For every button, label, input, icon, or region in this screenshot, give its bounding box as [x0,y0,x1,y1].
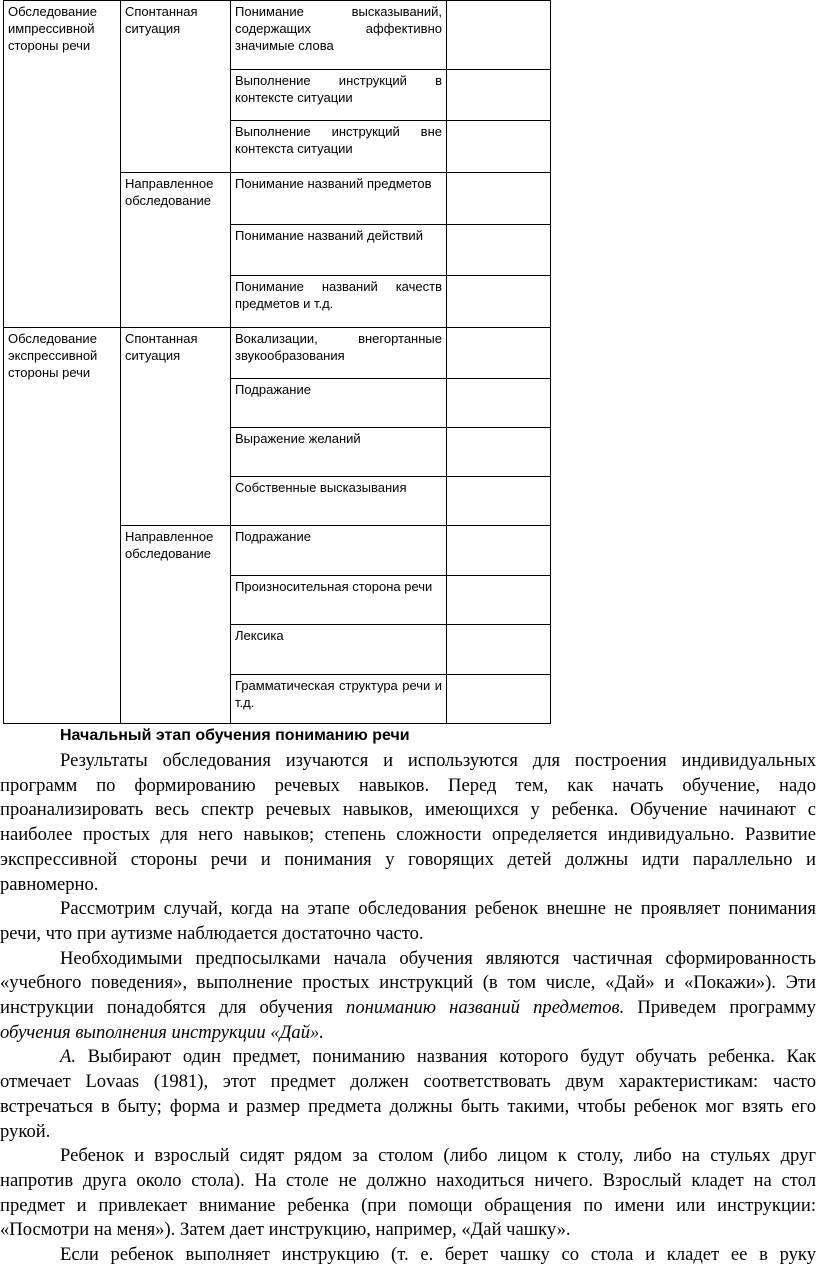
item-cell: Подражание [231,379,447,428]
group-cell: Направленное обследование [121,173,231,328]
empty-cell [447,70,551,121]
assessment-table [3,0,551,724]
item-cell: Выполнение инструкций в контексте ситуации [231,70,447,121]
item-cell: Грамматическая структура речи и т.д. [231,675,447,724]
empty-cell [447,379,551,428]
empty-cell [447,1,551,70]
section-cell: Обследование импрессивной стороны речи [4,1,121,328]
item-cell: Вокализации, внегортанные звукообразования [231,328,447,379]
group-cell: Направленное обследование [121,526,231,724]
item-cell: Произносительная сторона речи [231,576,447,625]
italic-text: А. [60,1046,77,1068]
section-cell: Обследование экспрессивной стороны речи [4,328,121,724]
empty-cell [447,576,551,625]
paragraph: Рассмотрим случай, когда на этапе обследования ребенок внешне не проявляет понимания речи, что при аутизме наблюдается достаточно часто. [0,898,816,944]
empty-cell [447,276,551,328]
item-cell: Понимание названий качеств предметов и т.д. [231,276,447,328]
item-cell: Понимание высказываний, содержащих аффективно значимые слова [231,1,447,70]
empty-cell [447,625,551,675]
item-cell: Понимание названий предметов [231,173,447,225]
article-body [0,723,816,1268]
empty-cell [447,328,551,379]
item-cell: Собственные высказывания [231,477,447,526]
empty-cell [447,121,551,173]
italic-text: пониманию названий предметов. [346,997,625,1019]
group-cell: Спонтанная ситуация [121,1,231,173]
empty-cell [447,477,551,526]
group-cell: Спонтанная ситуация [121,328,231,526]
paragraph: Результаты обследования изучаются и используются для построения индивидуальных программ по формированию речевых навыков. Перед тем, как начать обучение, надо проанализировать весь спектр речевых навыков, имеющихся у ребенка. Обучение начинают с наиболее простых для него навыков; степень сложности определяется индивидуально. Развитие экспрессивной стороны речи и понимания у говорящих детей должны идти параллельно и равномерно. [0,750,816,895]
item-cell: Подражание [231,526,447,576]
text-run: Выбирают один предмет, пониманию названия которого будут обучать ребенка. Как отмечает Lovaas (1981), этот предмет должен соответствовать двум характеристикам: часто встречаться в быту; форма и размер предмета должны быть такими, чтобы ребенок мог взять его рукой. [0,1046,816,1142]
empty-cell [447,428,551,477]
empty-cell [447,173,551,225]
item-cell: Выражение желаний [231,428,447,477]
section-heading: Начальный этап обучения пониманию речи [60,727,410,744]
paragraph [0,947,816,1046]
empty-cell [447,675,551,724]
empty-cell [447,526,551,576]
item-cell: Понимание названий действий [231,225,447,276]
empty-cell [447,225,551,276]
item-cell: Выполнение инструкций вне контекста ситуации [231,121,447,173]
paragraph: Если ребенок выполняет инструкцию (т. е. берет чашку со стола и кладет ее в руку [60,1244,816,1266]
paragraph [0,1045,816,1144]
italic-text: обучения выполнения инструкции «Дай». [0,1021,324,1043]
text-run: Необходимыми предпосылками начала обучения являются частичная сформированность «учебного поведения», выполнение простых инструкций (в том числе, «Дай» и «Покажи»). Эти инструкции понадобятся для обучения [0,947,816,1019]
item-cell: Лексика [231,625,447,675]
text-run: Приведем программу [624,997,816,1019]
paragraph: Ребенок и взрослый сидят рядом за столом (либо лицом к столу, либо на стульях друг напротив друга около стола). На столе не должно находиться ничего. Взрослый кладет на стол предмет и привлекает внимание ребенка (при помощи обращения по имени или инструкции: «Посмотри на меня»). Затем дает инструкцию, например, «Дай чашку». [0,1145,816,1241]
